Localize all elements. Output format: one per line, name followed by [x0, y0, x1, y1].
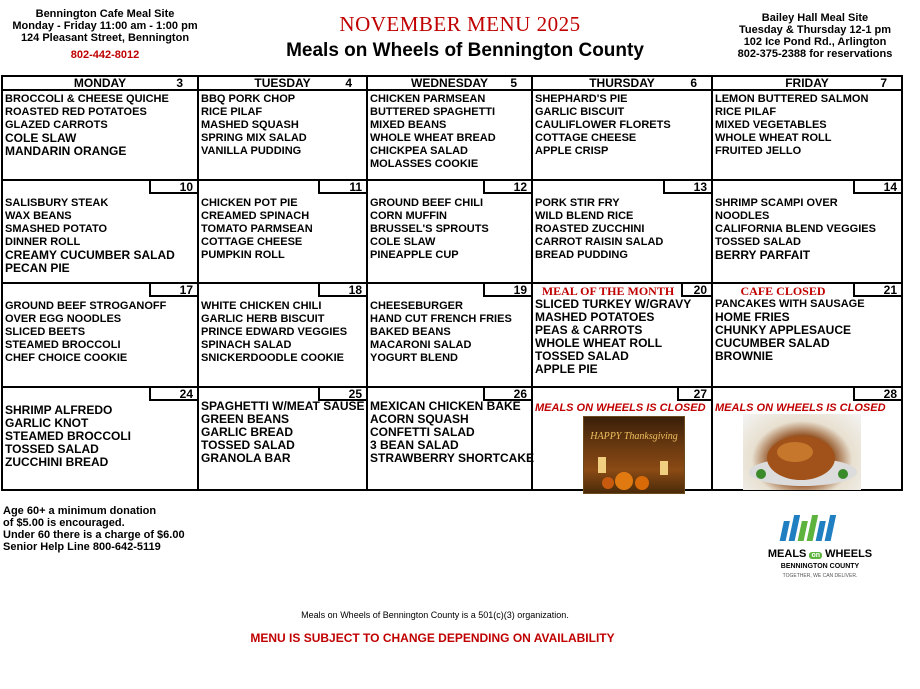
day-cell	[712, 180, 902, 283]
meal-item: CONFETTI SALAD	[370, 424, 475, 439]
day-cell	[367, 386, 535, 490]
right-site-phone: 802-375-2388 for reservations	[737, 48, 893, 60]
day-number: 25	[318, 388, 366, 401]
meal-item: HAND CUT FRENCH FRIES	[370, 313, 512, 326]
meal-item: GARLIC BISCUIT	[535, 106, 625, 119]
day-number: 27	[677, 388, 711, 401]
meal-item: GARLIC BREAD	[201, 424, 293, 439]
meal-item: CHEESEBURGER	[370, 300, 463, 313]
logo-mark-icon	[760, 507, 880, 543]
day-number: 21	[853, 284, 901, 297]
meal-items	[533, 298, 711, 376]
logo-word-wheels: WHEELS	[825, 548, 873, 560]
week-row	[2, 90, 902, 180]
left-site-address: 124 Pleasant Street, Bennington	[20, 32, 190, 44]
meal-item: CHICKEN PARMSEAN	[370, 93, 486, 106]
logo-tagline: TOGETHER, WE CAN DELIVER.	[782, 573, 858, 579]
meal-item: CARROT RAISIN SALAD	[535, 236, 664, 249]
right-site-hours: Tuesday & Thursday 12-1 pm	[738, 24, 891, 36]
day-cell	[198, 90, 367, 180]
meal-item: WHOLE WHEAT BREAD	[370, 132, 496, 145]
meal-item: GLAZED CARROTS	[5, 119, 108, 132]
meal-item: OVER EGG NOODLES	[5, 313, 122, 326]
day-number: 18	[318, 284, 366, 297]
meal-item: CHICKEN POT PIE	[201, 197, 298, 210]
meal-items	[3, 181, 197, 275]
meal-item: LEMON BUTTERED SALMON	[715, 93, 869, 106]
week-row	[2, 180, 902, 283]
meal-item: TOSSED SALAD	[5, 441, 99, 456]
meal-item: STEAMED BROCCOLI	[5, 428, 131, 443]
meal-item: SHRIMP ALFREDO	[5, 402, 113, 417]
day-header	[198, 76, 367, 90]
day-cell	[532, 180, 712, 283]
meal-item: PEAS & CARROTS	[535, 323, 643, 338]
meal-item: SALISBURY STEAK	[5, 197, 109, 210]
meal-items	[713, 91, 901, 158]
meal-item: BUTTERED SPAGHETTI	[370, 106, 496, 119]
meal-item: BREAD PUDDING	[535, 249, 628, 262]
menu-title: NOVEMBER MENU 2025	[339, 12, 581, 36]
day-cell	[532, 283, 712, 386]
day-name: TUESDAY	[254, 76, 311, 90]
left-site-name: Bennington Cafe Meal Site	[35, 8, 175, 20]
meal-item: SPRING MIX SALAD	[201, 132, 307, 145]
meal-item: BRUSSEL'S SPROUTS	[370, 223, 489, 236]
meal-item: SHRIMP SCAMPI OVER	[715, 197, 838, 210]
meal-item: DINNER ROLL	[5, 236, 81, 249]
meal-item: COTTAGE CHEESE	[535, 132, 637, 145]
left-site-hours: Monday - Friday 11:00 am - 1:00 pm	[12, 20, 198, 32]
day-cell	[712, 90, 902, 180]
day-name: FRIDAY	[785, 76, 829, 90]
day-number: 3	[176, 76, 183, 90]
right-site-address: 102 Ice Pond Rd., Arlington	[743, 36, 887, 48]
day-cell	[712, 387, 902, 490]
logo-wordmark	[760, 548, 880, 562]
roast-turkey-illustration	[743, 414, 861, 490]
right-site-name: Bailey Hall Meal Site	[761, 12, 869, 24]
meal-item: CHEF CHOICE COOKIE	[5, 352, 128, 365]
meal-item: GREEN BEANS	[201, 411, 290, 426]
meal-item: GROUND BEEF STROGANOFF	[5, 300, 167, 313]
logo-word-on: on	[811, 552, 820, 559]
meal-item: TOSSED SALAD	[715, 236, 801, 249]
left-site-phone: 802-442-8012	[70, 49, 140, 61]
meal-item: PUMPKIN ROLL	[201, 249, 285, 262]
day-number: 28	[853, 388, 901, 401]
meal-item: BROCCOLI & CHEESE QUICHE	[5, 93, 169, 106]
meal-item: CORN MUFFIN	[370, 210, 447, 223]
meal-item: WHOLE WHEAT ROLL	[715, 132, 832, 145]
meal-item: FRUITED JELLO	[715, 145, 802, 158]
meal-item: MOLASSES COOKIE	[370, 158, 479, 171]
meal-item: SNICKERDOODLE COOKIE	[201, 352, 345, 365]
meal-item: ZUCCHINI BREAD	[5, 454, 109, 469]
org-note: Meals on Wheels of Bennington County is a 501(c)(3) organization.	[301, 610, 569, 620]
day-number: 13	[663, 181, 711, 194]
day-header	[532, 76, 712, 90]
week-row	[2, 387, 902, 490]
meal-item: APPLE CRISP	[535, 145, 609, 158]
meal-item: BERRY PARFAIT	[715, 248, 811, 263]
meal-item: TOSSED SALAD	[201, 437, 295, 452]
day-number: 17	[149, 284, 197, 297]
day-cell	[367, 180, 532, 283]
meal-item: RICE PILAF	[715, 106, 777, 119]
day-number: 14	[853, 181, 901, 194]
day-cell	[2, 387, 198, 490]
meal-item: 3 BEAN SALAD	[370, 437, 459, 452]
day-cell	[198, 387, 367, 490]
thanksgiving-illustration	[584, 417, 684, 493]
meal-item: TOMATO PARMSEAN	[201, 223, 313, 236]
meal-item: VANILLA PUDDING	[201, 145, 302, 158]
weekday-header-row	[2, 76, 902, 90]
day-number: 24	[149, 388, 197, 401]
meal-item: PECAN PIE	[5, 261, 70, 276]
day-header	[2, 76, 198, 90]
day-cell	[367, 283, 532, 386]
week-row	[2, 283, 902, 386]
meal-item: NOODLES	[715, 210, 770, 223]
meal-item: CAULIFLOWER FLORETS	[535, 119, 671, 132]
closed-notice: MEALS ON WHEELS IS CLOSED	[715, 401, 886, 414]
logo-word-meals: MEALS	[767, 548, 807, 560]
meal-item: ROASTED ZUCCHINI	[535, 223, 645, 236]
meal-item: COTTAGE CHEESE	[201, 236, 303, 249]
day-name: WEDNESDAY	[411, 76, 488, 90]
donation-line: of $5.00 is encouraged.	[3, 517, 125, 529]
meal-item: STEAMED BROCCOLI	[5, 339, 121, 352]
meal-of-month-banner: MEAL OF THE MONTH	[541, 284, 675, 299]
day-number: 11	[318, 181, 366, 194]
day-number: 6	[690, 76, 697, 90]
meal-item: COLE SLAW	[5, 131, 77, 146]
meal-item: ACORN SQUASH	[370, 411, 469, 426]
day-cell	[532, 90, 712, 180]
day-cell	[532, 387, 712, 490]
meal-item: CREAMY CUCUMBER SALAD	[5, 248, 175, 263]
meal-item: MIXED BEANS	[370, 119, 447, 132]
meal-item: BROWNIE	[715, 349, 773, 364]
helpline-line: Senior Help Line 800-642-5119	[3, 541, 161, 553]
day-cell	[2, 90, 198, 180]
meal-items	[368, 91, 531, 171]
cafe-closed-banner: CAFE CLOSED	[740, 284, 826, 299]
meal-item: SPINACH SALAD	[201, 339, 292, 352]
meal-item: PANCAKES WITH SAUSAGE	[715, 298, 865, 311]
meal-item: WAX BEANS	[5, 210, 72, 223]
day-cell	[198, 283, 367, 386]
meal-item: SMASHED POTATO	[5, 223, 108, 236]
donation-line: Age 60+ a minimum donation	[3, 505, 157, 517]
meal-item: GRANOLA BAR	[201, 450, 291, 465]
meal-item: WHITE CHICKEN CHILI	[201, 300, 322, 313]
day-cell	[367, 90, 532, 180]
day-number: 20	[681, 284, 711, 297]
day-number: 26	[483, 388, 531, 401]
meal-item: CUCUMBER SALAD	[715, 336, 830, 351]
meal-item: SHEPHARD'S PIE	[535, 93, 628, 106]
meal-item: ROASTED RED POTATOES	[5, 106, 147, 119]
logo-county: BENNINGTON COUNTY	[780, 563, 860, 570]
meal-item: BAKED BEANS	[370, 326, 451, 339]
day-cell	[2, 180, 198, 283]
day-cell	[712, 283, 902, 386]
meal-item: BBQ PORK CHOP	[201, 93, 296, 106]
meal-item: SPAGHETTI W/MEAT SAUSE	[201, 398, 365, 413]
meal-item: GARLIC KNOT	[5, 415, 89, 430]
day-number: 7	[880, 76, 887, 90]
meal-item: WHOLE WHEAT ROLL	[535, 336, 663, 351]
meal-item: CREAMED SPINACH	[201, 210, 310, 223]
menu-subtitle: Meals on Wheels of Bennington County	[286, 40, 644, 61]
meal-item: PINEAPPLE CUP	[370, 249, 459, 262]
menu-calendar	[1, 75, 903, 491]
meal-items	[199, 91, 366, 158]
meal-item: MIXED VEGETABLES	[715, 119, 827, 132]
donation-info	[3, 505, 185, 553]
day-number: 10	[149, 181, 197, 194]
meal-item: HOME FRIES	[715, 310, 790, 325]
meal-item: PORK STIR FRY	[535, 197, 620, 210]
meal-item: SLICED BEETS	[5, 326, 86, 339]
meal-items	[3, 91, 197, 158]
meal-item: STRAWBERRY SHORTCAKE	[370, 450, 535, 465]
meal-item: CHUNKY APPLESAUCE	[715, 323, 852, 338]
meal-item: CHICKPEA SALAD	[370, 145, 468, 158]
thanksgiving-caption: HAPPY Thanksgiving	[590, 430, 678, 442]
meal-item: GROUND BEEF CHILI	[370, 197, 484, 210]
donation-line: Under 60 there is a charge of $6.00	[3, 529, 185, 541]
day-header	[712, 76, 902, 90]
day-number: 4	[345, 76, 352, 90]
meal-item: SLICED TURKEY W/GRAVY	[535, 297, 692, 312]
thanksgiving-image	[583, 416, 685, 494]
meal-item: APPLE PIE	[535, 362, 598, 377]
day-number: 12	[483, 181, 531, 194]
right-site-info	[700, 12, 920, 60]
meal-item: MANDARIN ORANGE	[5, 144, 127, 159]
day-header	[367, 76, 532, 90]
meal-items	[533, 91, 711, 158]
meal-item: YOGURT BLEND	[370, 352, 458, 365]
meal-items	[713, 298, 901, 363]
meal-item: WILD BLEND RICE	[535, 210, 634, 223]
meal-item: MASHED POTATOES	[535, 310, 655, 325]
left-site-info	[0, 8, 210, 61]
roast-turkey-image	[743, 414, 861, 490]
meal-item: COLE SLAW	[370, 236, 436, 249]
meal-item: MEXICAN CHICKEN BAKE	[370, 398, 521, 413]
availability-notice: MENU IS SUBJECT TO CHANGE DEPENDING ON AVAILABILITY	[250, 631, 615, 645]
day-number: 5	[510, 76, 517, 90]
meals-on-wheels-logo	[760, 507, 880, 580]
meal-item: MASHED SQUASH	[201, 119, 299, 132]
meal-item: TOSSED SALAD	[535, 349, 629, 364]
meal-item: GARLIC HERB BISCUIT	[201, 313, 325, 326]
meal-item: RICE PILAF	[201, 106, 263, 119]
day-cell	[198, 180, 367, 283]
meal-item: CALIFORNIA BLEND VEGGIES	[715, 223, 876, 236]
day-name: MONDAY	[73, 76, 127, 90]
day-number: 19	[483, 284, 531, 297]
meal-item: PRINCE EDWARD VEGGIES	[201, 326, 348, 339]
meal-item: MACARONI SALAD	[370, 339, 472, 352]
day-cell	[2, 283, 198, 386]
closed-notice: MEALS ON WHEELS IS CLOSED	[535, 401, 706, 414]
day-name: THURSDAY	[589, 76, 655, 90]
